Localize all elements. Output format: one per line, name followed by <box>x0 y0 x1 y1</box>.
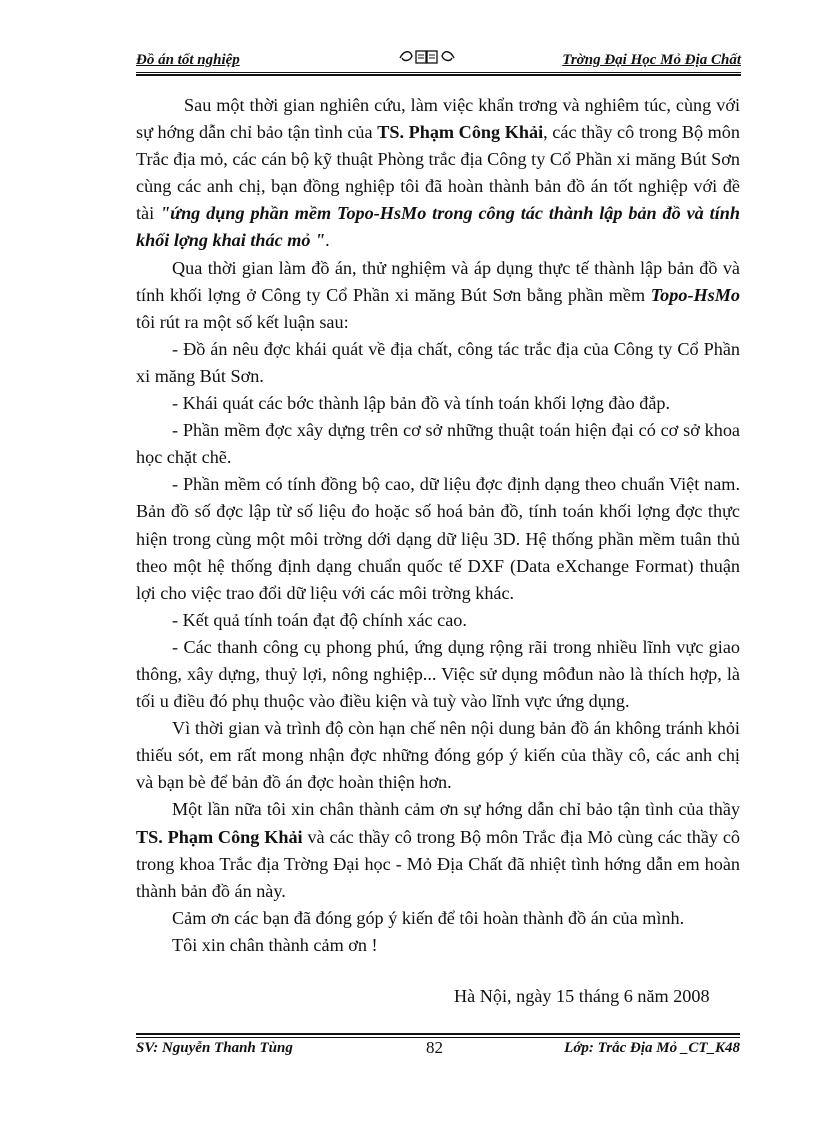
page-number: 82 <box>426 1038 443 1057</box>
conclusion-item-4: - Phần mềm có tính đồng bộ cao, dữ liệu đợc định dạng theo chuẩn Việt nam. Bản đồ số đợc lập từ số liệu đo hoặc số hoá bản đồ, tính toán khối lợng đợc thực hiện trong cùng một môi trờng dới dạng dữ liệu 3D. Hệ thống phần mềm tuân thủ theo một hệ thống định dạng chuẩn quốc tế DXF (Data eXchange Format) thuận lợi cho việc trao đổi dữ liệu với các môi trờng khác. <box>136 474 740 603</box>
header-left-title: Đồ án tốt nghiệp <box>136 52 240 68</box>
header-rule <box>136 72 741 73</box>
header-right-title: Trờng Đại Học Mỏ Địa Chất <box>562 52 741 68</box>
conclusion-item-3: - Phần mềm đợc xây dựng trên cơ sở những thuật toán hiện đại có cơ sở khoa học chặt chẽ. <box>136 420 740 468</box>
conclusion-item-6: - Các thanh công cụ phong phú, ứng dụng rộng rãi trong nhiều lĩnh vực giao thông, xây dựng, thuỷ lợi, nông nghiệp... Việc sử dụng môđun nào là thích hợp, là tối u điều đó phụ thuộc vào điều kiện và tuỳ vào lĩnh vực ứng dụng. <box>136 636 740 712</box>
page-header <box>136 48 741 72</box>
footer-rule-thick <box>136 1033 740 1035</box>
conclusion-item-1: - Đồ án nêu đợc khái quát về địa chất, công tác trắc địa của Công ty Cổ Phần xi măng Bút Sơn. <box>136 338 740 386</box>
paragraph-1: Sau một thời gian nghiên cứu, làm việc khẩn trơng và nghiêm túc, cùng với sự hớng dẫn chỉ bảo tận tình của TS. Phạm Công Khải, các thầy cô trong Bộ môn Trắc địa mỏ, các cán bộ kỹ thuật Phòng trắc địa Công ty Cổ Phần xi măng Bút Sơn cùng các anh chị, bạn đồng nghiệp tôi đã hoàn thành bản đồ án tốt nghiệp với đề tài "ứng dụng phần mềm Topo-HsMo trong công tác thành lập bản đồ và tính khối lợng khai thác mỏ ". <box>136 95 740 251</box>
conclusion-item-2: - Khái quát các bớc thành lập bản đồ và tính toán khối lợng đào đắp. <box>172 393 671 414</box>
paragraph-limitations: Vì thời gian và trình độ còn hạn chế nên nội dung bản đồ án không tránh khỏi thiếu sót, em rất mong nhận đợc những đóng góp ý kiến của thầy cô, các anh chị và bạn bè để bản đồ án đợc hoàn thiện hơn. <box>136 718 740 793</box>
signature-date: Hà Nội, ngày 15 tháng 6 năm 2008 <box>454 986 710 1006</box>
book-ornament-icon <box>398 48 456 66</box>
paragraph-thanks-friends: Cảm ơn các bạn đã đóng góp ý kiến để tôi hoàn thành đồ án của mình. <box>172 907 685 928</box>
conclusion-item-5: - Kết quả tính toán đạt độ chính xác cao. <box>172 609 467 630</box>
paragraph-thanks: Một lần nữa tôi xin chân thành cảm ơn sự hớng dẫn chỉ bảo tận tình của thầy TS. Phạm Công Khải và các thầy cô trong Bộ môn Trắc địa Mỏ cùng các thầy cô trong khoa Trắc địa Trờng Đại học - Mỏ Địa Chất đã nhiệt tình hớng dẫn em hoàn thành bản đồ án này. <box>136 799 740 901</box>
footer-student: SV: Nguyễn Thanh Tùng <box>136 1040 293 1056</box>
body-text <box>136 92 740 959</box>
paragraph-closing: Tôi xin chân thành cảm ơn ! <box>172 934 378 955</box>
advisor-name: TS. Phạm Công Khải <box>377 122 544 143</box>
advisor-name-2: TS. Phạm Công Khải <box>136 826 303 847</box>
thesis-title: "ứng dụng phần mềm Topo-HsMo trong công tác thành lập bản đồ và tính khối lợng khai thác mỏ " <box>136 203 740 251</box>
page-footer <box>136 1040 740 1062</box>
software-name: Topo-HsMo <box>650 284 740 305</box>
header-rule-thick <box>136 74 741 76</box>
paragraph-2: Qua thời gian làm đồ án, thử nghiệm và áp dụng thực tế thành lập bản đồ và tính khối lợng ở Công ty Cổ Phần xi măng Bút Sơn bằng phần mềm Topo-HsMo tôi rút ra một số kết luận sau: <box>136 257 740 332</box>
footer-class: Lớp: Trắc Địa Mỏ _CT_K48 <box>564 1040 740 1056</box>
